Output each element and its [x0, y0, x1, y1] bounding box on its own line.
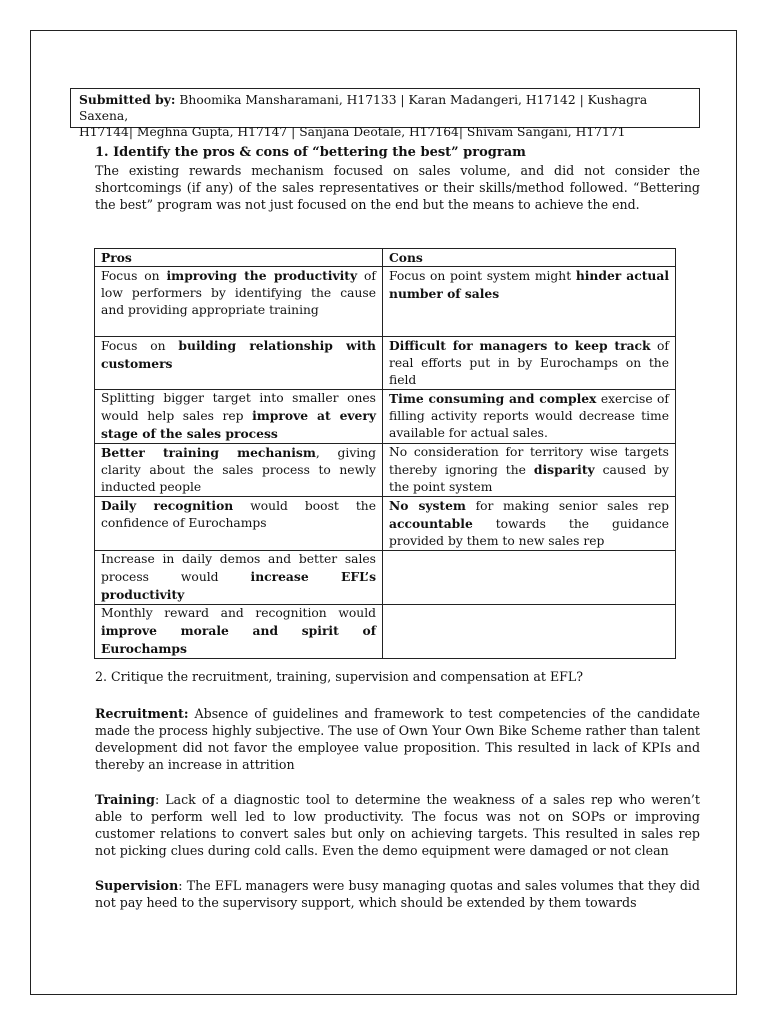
- con-text-segment: No consideration for territory wise targets thereby ignoring the: [389, 445, 669, 477]
- submitted-names-line2: H17144| Meghna Gupta, H17147 | Sanjana Deotale, H17164| Shivam Sangani, H17171: [79, 125, 626, 139]
- supervision-text: : The EFL managers were busy managing quotas and sales volumes that they did not pay heed to the supervisory support, which should be extended by them towards: [95, 878, 700, 910]
- section1-title: 1. Identify the pros & cons of “bettering the best” program: [95, 145, 526, 160]
- pro-text-segment: improving the productivity: [166, 268, 358, 283]
- con-text-segment: caused by the point system: [389, 463, 669, 494]
- pro-cell: [95, 551, 383, 605]
- pro-text-segment: Increase in daily demos and better sales process would: [101, 552, 376, 584]
- table-row: [95, 605, 676, 659]
- pro-text-segment: Daily recognition: [101, 498, 234, 513]
- pro-text-segment: improve at every stage of the sales process: [101, 408, 376, 441]
- con-text-segment: No system: [389, 498, 466, 513]
- table-row: [95, 267, 676, 337]
- table-row: [95, 551, 676, 605]
- con-cell: [383, 267, 676, 337]
- con-cell: [383, 390, 676, 444]
- supervision-paragraph: [95, 877, 700, 911]
- table-header-row: [95, 249, 676, 267]
- pro-text-segment: Focus on: [101, 269, 167, 283]
- cons-header: Cons: [383, 249, 676, 267]
- con-cell: [383, 551, 676, 605]
- con-text-segment: Difficult for managers to keep track: [389, 338, 651, 353]
- training-label: Training: [95, 792, 155, 807]
- submitted-by-label: Submitted by:: [79, 92, 176, 107]
- con-cell: [383, 444, 676, 497]
- con-cell: [383, 337, 676, 390]
- con-text-segment: hinder actual number of sales: [389, 268, 670, 301]
- pro-text-segment: would boost the confidence of Eurochamps: [101, 499, 376, 530]
- pro-text-segment: improve morale and spirit of Eurochamps: [101, 623, 376, 656]
- con-text-segment: exercise of filling activity reports would decrease time available for actual sales.: [389, 392, 669, 440]
- pro-text-segment: , giving clarity about the sales process to newly inducted people: [101, 446, 376, 494]
- pro-cell: [95, 390, 383, 444]
- training-paragraph: [95, 791, 700, 859]
- pro-cell: [95, 267, 383, 337]
- pro-text-segment: Monthly reward and recognition would: [101, 606, 376, 620]
- pro-text-segment: building relationship with customers: [101, 338, 376, 371]
- con-cell: [383, 605, 676, 659]
- con-text-segment: disparity: [533, 462, 595, 477]
- pro-text-segment: Focus on: [101, 339, 179, 353]
- pro-cell: [95, 337, 383, 390]
- pro-cell: [95, 497, 383, 551]
- con-text-segment: towards the guidance provided by them to new sales rep: [389, 517, 669, 548]
- pro-text-segment: Splitting bigger target into smaller ones would help sales rep: [101, 391, 376, 423]
- con-text-segment: accountable: [389, 516, 473, 531]
- submitted-by-box: [70, 88, 700, 139]
- con-text-segment: for making senior sales rep: [465, 499, 669, 513]
- pros-header: Pros: [95, 249, 383, 267]
- pro-text-segment: Better training mechanism: [101, 445, 316, 460]
- pro-text-segment: of low performers by identifying the cause and providing appropriate training: [101, 269, 376, 317]
- pro-cell: [95, 605, 383, 659]
- con-text-segment: Focus on point system might: [389, 269, 576, 283]
- supervision-label: Supervision: [95, 878, 179, 893]
- recruitment-text: Absence of guidelines and framework to test competencies of the candidate made the process highly subjective. The use of Own Your Own Bike Scheme rather than talent development did not favor the employee value proposition. This resulted in lack of KPIs and thereby an increase in attrition: [95, 706, 700, 772]
- table-row: [95, 444, 676, 497]
- recruitment-paragraph: [95, 705, 700, 773]
- training-text: : Lack of a diagnostic tool to determine the weakness of a sales rep who weren’t able to perform well led to low productivity. The focus was not on SOPs or improving customer relations to convert sales but only on achieving targets. This resulted in sales rep not picking clues during cold calls. Even the demo equipment were damaged or not clean: [95, 792, 700, 858]
- con-text-segment: of real efforts put in by Eurochamps on the field: [389, 339, 669, 387]
- section2-question: 2. Critique the recruitment, training, supervision and compensation at EFL?: [95, 669, 584, 684]
- con-cell: [383, 497, 676, 551]
- section1-intro: The existing rewards mechanism focused on sales volume, and did not consider the shortcomings (if any) of the sales representatives or their skills/method followed. “Bettering the best” program was not just focused on the end but the means to achieve the end.: [95, 163, 700, 212]
- table-row: [95, 390, 676, 444]
- pro-cell: [95, 444, 383, 497]
- table-row: [95, 497, 676, 551]
- pros-cons-table: [94, 248, 676, 659]
- recruitment-label: Recruitment:: [95, 706, 189, 721]
- con-text-segment: Time consuming and complex: [389, 391, 597, 406]
- table-row: [95, 337, 676, 390]
- submitted-names-line1: Bhoomika Mansharamani, H17133 | Karan Madangeri, H17142 | Kushagra Saxena,: [79, 93, 648, 123]
- pro-text-segment: increase EFL’s productivity: [101, 569, 376, 602]
